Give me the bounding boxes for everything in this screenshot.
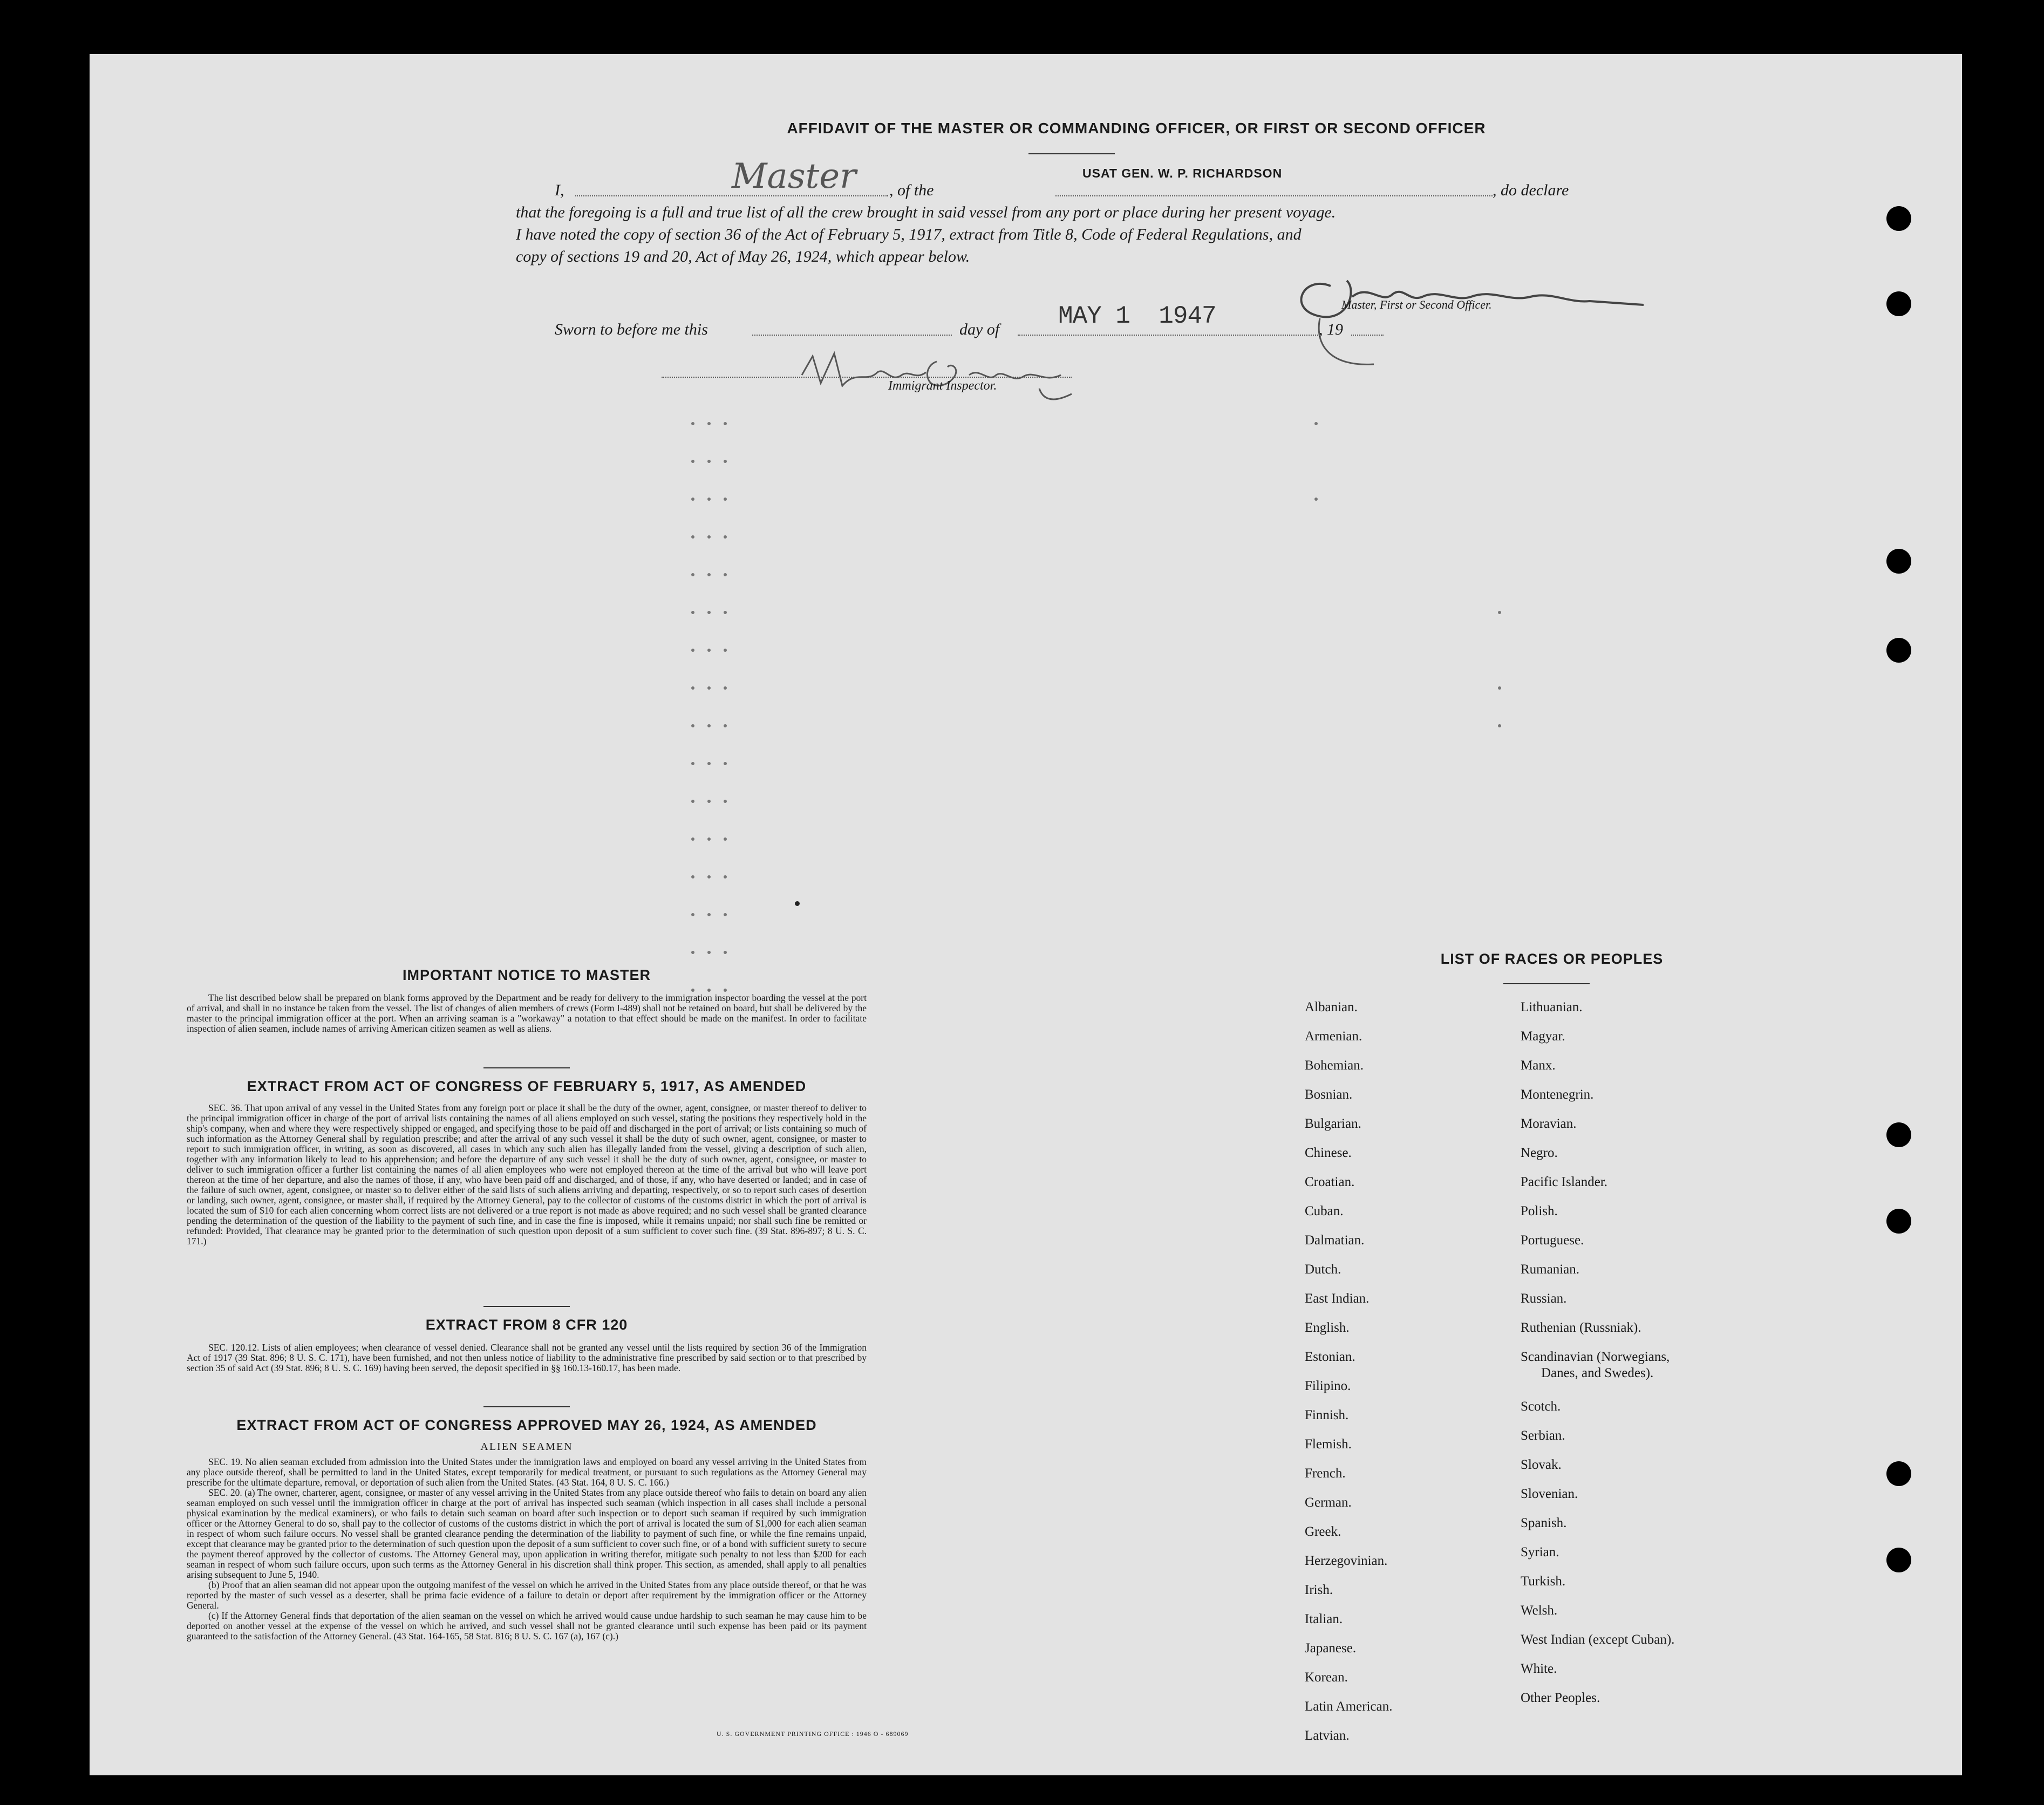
race-item: Rumanian.: [1521, 1262, 1580, 1277]
races-heading: LIST OF RACES OR PEOPLES: [1440, 951, 1664, 967]
sec20c-text: (c) If the Attorney General finds that deportation of the alien seaman on the vessel on which he arrived would cause undue hardship to such seaman he may cause him to be deported on another vessel at the expense of the vessel on which he arrived, and such vessel shall not be granted clearance until such expense has been paid or its payment guaranteed to the satisfaction of the Attorney General. (43 Stat. 164-165, 58 Stat. 816; 8 U. S. C. 167 (a), 167 (c).): [187, 1610, 867, 1641]
race-item: Italian.: [1305, 1612, 1343, 1626]
race-item: Polish.: [1521, 1204, 1558, 1218]
notice-body: [187, 993, 867, 1034]
punch-hole: [1886, 1548, 1911, 1572]
race-item: Bosnian.: [1305, 1087, 1353, 1102]
race-item: Japanese.: [1305, 1641, 1357, 1656]
race-item: Lithuanian.: [1521, 1000, 1583, 1014]
year-line: [1351, 335, 1384, 336]
race-item: Ruthenian (Russniak).: [1521, 1320, 1641, 1335]
race-item: White.: [1521, 1661, 1557, 1676]
extract-cfr-body: [187, 1343, 867, 1373]
race-item: Syrian.: [1521, 1545, 1559, 1559]
race-item: Russian.: [1521, 1291, 1567, 1306]
date-stamp: MAY 1 1947: [1058, 302, 1216, 330]
declaration-line-4: copy of sections 19 and 20, Act of May 26, 1924, which appear below.: [516, 248, 970, 265]
race-item: East Indian.: [1305, 1291, 1370, 1306]
punch-hole: [1886, 1209, 1911, 1234]
notice-text: The list described below shall be prepared on blank forms approved by the Department and be ready for delivery to the immigration inspector boarding the vessel at the port of arrival, and shall in no instance be taken from the vessel. The list of changes of alien members of crews (Form I-489) shall not be retained on board, but shall be delivered by the master to the principal immigration officer at the port. When an arriving seaman is a "workaway" a notation to that effect should be made on the manifest. In order to facilitate inspection of alien seamen, include names of arriving American citizen seamen as well as aliens.: [187, 992, 867, 1034]
extract-1924-heading: EXTRACT FROM ACT OF CONGRESS APPROVED MAY 26, 1924, AS AMENDED: [236, 1417, 817, 1433]
race-item: Finnish.: [1305, 1408, 1349, 1422]
extract-1917-heading: EXTRACT FROM ACT OF CONGRESS OF FEBRUARY 5, 1917, AS AMENDED: [247, 1078, 807, 1094]
race-item: Montenegrin.: [1521, 1087, 1594, 1102]
alien-seamen-subheading: ALIEN SEAMEN: [480, 1441, 573, 1453]
day-of-text: day of: [959, 321, 1000, 338]
race-item: Latvian.: [1305, 1728, 1350, 1743]
printer-imprint: U. S. GOVERNMENT PRINTING OFFICE : 1946 O - 689069: [717, 1730, 909, 1738]
divider: [483, 1406, 570, 1407]
race-item: Irish.: [1305, 1583, 1333, 1597]
race-item: Croatian.: [1305, 1175, 1355, 1189]
sec20b-text: (b) Proof that an alien seaman did not appear upon the outgoing manifest of the vessel on which he arrived in the United States from any place outside thereof, or that he was reported by the master of such vessel as a deserter, shall be prima facie evidence of a failure to detain or deport after requirement by the immigration officer or the Attorney General.: [187, 1579, 867, 1611]
year-prefix: , 19: [1319, 321, 1343, 338]
punch-hole: [1886, 549, 1911, 574]
race-item: Bulgarian.: [1305, 1116, 1361, 1131]
declaration-line-3: I have noted the copy of section 36 of the Act of February 5, 1917, extract from Title 8, Code of Federal Regulations, and: [516, 226, 1302, 243]
races-left-column: [1305, 993, 1510, 1750]
inspector-caption: Immigrant Inspector.: [888, 379, 997, 393]
race-item: Bohemian.: [1305, 1058, 1364, 1073]
race-item: Welsh.: [1521, 1603, 1558, 1618]
race-item: German.: [1305, 1495, 1352, 1510]
sec19-text: SEC. 19. No alien seaman excluded from admission into the United States under the immigration laws and employed on board any vessel arriving in the United States from any place outside thereof, shall be permitted to land in the United States, except temporarily for medical treatment, or pursuant to such regulations as the Attorney General may prescribe for the ultimate departure, removal, or deportation of such alien from the United States. (43 Stat. 164, 8 U. S. C. 166.): [187, 1456, 867, 1488]
race-item: Portuguese.: [1521, 1233, 1584, 1248]
race-item-line: Scandinavian (Norwegians,: [1521, 1350, 1670, 1364]
race-item: Serbian.: [1521, 1428, 1565, 1443]
race-item: Greek.: [1305, 1524, 1341, 1539]
sec36-text: SEC. 36. That upon arrival of any vessel in the United States from any foreign port or place it shall be the duty of the owner, agent, consignee, or master thereof to deliver to the principal immigration officer in charge of the port of arrival lists containing the names of all aliens employed on such vessel, stating the positions they respectively hold in the ship's company, when and where they were respectively shipped or engaged, and specifying those to be paid off and discharged in the port of arrival; or lists containing so much of such information as the Attorney General shall by regulation prescribe; and after the arrival of any such vessel it shall be the duty of such owner, agent, consignee, or master to report to such immigration officer, in writing, as soon as discovered, all cases in which any such alien has illegally landed from the vessel, giving a description of such alien, together with any information likely to lead to his apprehension; and before the departure of any such vessel it shall be the duty of such owner, agent, consignee, or master to deliver to such immigration officer a further list containing the names of all alien employees who were not employed thereon at the time of the arrival but who will leave port thereon at the time of her departure, and also the names of those, if any, who have been paid off and discharged, and of those, if any, who have deserted or landed; and in case of the failure of such owner, agent, consignee, or master so to deliver either of the said lists of such aliens arriving and departing, respectively, or so to report such cases of desertion or landing, such owner, agent, consignee, or master shall, if required by the Attorney General, pay to the collector of customs of the customs district in which the port of arrival is located the sum of $10 for each alien concerning whom correct lists are not delivered or a true report is not made as above required; and no such vessel shall be granted clearance pending the determination of the question of the liability to the payment of such fine, and in case the fine is imposed, while it remains unpaid; nor shall such fine be remitted or refunded: Provided, That clearance may be granted prior to the determination of such question upon deposit of a sum sufficient to cover such fine. (39 Stat. 896-897; 8 U. S. C. 171.): [187, 1102, 867, 1247]
divider: [483, 1306, 570, 1307]
declaration-line-2: that the foregoing is a full and true list of all the crew brought in said vessel from any port or place during her present voyage.: [516, 203, 1336, 221]
divider: [1028, 153, 1115, 154]
sworn-text: Sworn to before me this: [555, 321, 708, 338]
race-item: English.: [1305, 1320, 1350, 1335]
race-item: Armenian.: [1305, 1029, 1362, 1044]
race-item: Magyar.: [1521, 1029, 1565, 1044]
race-item: Slovenian.: [1521, 1487, 1578, 1501]
race-item: Herzegovinian.: [1305, 1554, 1388, 1568]
race-item: Other Peoples.: [1521, 1691, 1600, 1705]
divider: [483, 1067, 570, 1068]
race-item: Latin American.: [1305, 1699, 1393, 1714]
sec20a-text: SEC. 20. (a) The owner, charterer, agent, consignee, or master of any vessel arriving in the United States from any place outside thereof who fails to detain on board any alien seaman employed on such vessel until the immigration officer in charge at the port of arrival has inspected such seaman (which inspection in all cases shall include a personal physical examination by the medical examiners), or who fails to detain such seaman on board after such inspection or to deport such seaman if required by such immigration officer or the Attorney General to do so, shall pay to the collector of customs of the customs district in which the port of arrival is located the sum of $1,000 for each alien seaman in respect of whom such failure occurs. No vessel shall be granted clearance pending the determination of the liability to payment of such fine, or while the fine remains unpaid, except that clearance may be granted prior to the determination of such question upon the deposit of a sum sufficient to cover such fine, or of a bond with sufficient surety to secure the payment thereof approved by the collector of customs. The Attorney General may, upon application in writing therefor, mitigate such penalty to not less than $200 for each seaman in respect of whom such failure occurs, upon such terms as the Attorney General in his discretion shall think proper. This section, as amended, shall apply to all penalties arising subsequent to June 5, 1940.: [187, 1487, 867, 1580]
race-item-line: Danes, and Swedes).: [1541, 1366, 1654, 1380]
race-item: Korean.: [1305, 1670, 1348, 1685]
race-item: French.: [1305, 1466, 1346, 1481]
vessel-line: [1055, 195, 1493, 196]
i-word: I,: [555, 181, 564, 199]
race-item: Filipino.: [1305, 1379, 1351, 1393]
race-item: Spanish.: [1521, 1516, 1567, 1530]
officer-handwritten: Master: [732, 156, 856, 196]
race-item: Chinese.: [1305, 1146, 1352, 1160]
punch-hole: [1886, 291, 1911, 316]
extract-cfr-heading: EXTRACT FROM 8 CFR 120: [425, 1317, 628, 1333]
of-the-text: , of the: [889, 181, 934, 199]
races-right-column: [1521, 993, 1801, 1713]
affidavit-heading: AFFIDAVIT OF THE MASTER OR COMMANDING OFFICER, OR FIRST OR SECOND OFFICER: [787, 120, 1486, 137]
race-item: Turkish.: [1521, 1574, 1566, 1589]
race-item: Dalmatian.: [1305, 1233, 1365, 1248]
do-declare-text: , do declare: [1493, 181, 1569, 199]
divider: [1503, 983, 1590, 984]
punch-hole: [1886, 638, 1911, 663]
extract-1924-body: [187, 1457, 867, 1641]
sec120-text: SEC. 120.12. Lists of alien employees; when clearance of vessel denied. Clearance shall not be granted any vessel until the lists required by section 36 of the Immigration Act of 1917 (39 Stat. 896; 8 U. S. C. 171), have been furnished, and not then unless notice of liability to the administrative fine prescribed by said section or to that prescribed by section 35 of said Act (39 Stat. 896; 8 U. S. C. 169) having been served, the deposit specified in §§ 160.13-160.17, has been made.: [187, 1342, 867, 1373]
vessel-name: USAT GEN. W. P. RICHARDSON: [1082, 166, 1283, 180]
punch-hole: [1886, 1122, 1911, 1147]
race-item-scandinavian: [1521, 1343, 1801, 1392]
race-item: Slovak.: [1521, 1457, 1562, 1472]
race-item: Albanian.: [1305, 1000, 1358, 1014]
race-item: West Indian (except Cuban).: [1521, 1632, 1675, 1647]
form-page: [90, 54, 1962, 1775]
notice-heading: IMPORTANT NOTICE TO MASTER: [403, 967, 651, 983]
race-item: Negro.: [1521, 1146, 1558, 1160]
race-item: Flemish.: [1305, 1437, 1352, 1452]
sworn-date-line: [1018, 335, 1320, 336]
race-item: Dutch.: [1305, 1262, 1341, 1277]
race-item: Scotch.: [1521, 1399, 1561, 1414]
signature-caption: Master, First or Second Officer.: [1341, 298, 1492, 311]
race-item: Pacific Islander.: [1521, 1175, 1608, 1189]
sworn-day-line: [752, 335, 952, 336]
race-item: Estonian.: [1305, 1350, 1355, 1364]
punch-hole: [1886, 206, 1911, 231]
race-item: Moravian.: [1521, 1116, 1577, 1131]
punch-hole: [1886, 1461, 1911, 1486]
race-item: Manx.: [1521, 1058, 1556, 1073]
extract-1917-body: [187, 1103, 867, 1247]
race-item: Cuban.: [1305, 1204, 1344, 1218]
